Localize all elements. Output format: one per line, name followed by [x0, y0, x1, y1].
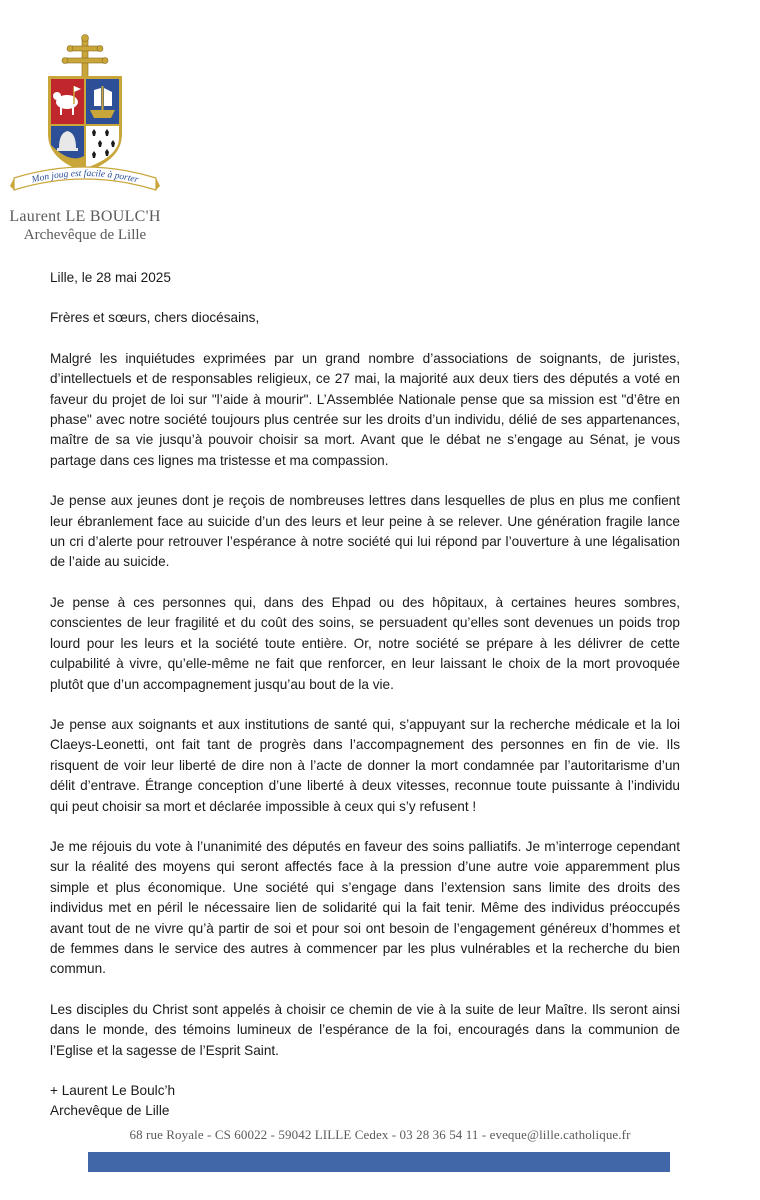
paragraph: Je pense à ces personnes qui, dans des Ehpad ou des hôpitaux, à certaines heures sombres, conscientes de leur fragilité et du coût des soins, se persuadent qu’elles sont devenues un poids trop lourd pour les leurs et la société toute entière. Or, notre société se prépare à les délivrer de cette culpabilité à vivre, qu’elle-même ne fait que renforcer, en leur laissant le choix de la mort provoquée plutôt que d’un accompagnement jusqu’au bout de la vie.	[50, 594, 680, 692]
coat-of-arms	[10, 30, 160, 200]
paragraph: Les disciples du Christ sont appelés à choisir ce chemin de vie à la suite de leur Maître. Ils seront ainsi dans le monde, des témoins lumineux de l’espérance de la foi, encouragés dans la communion de l’Eglise et la sagesse de l’Esprit Saint.	[50, 1001, 680, 1058]
footer-bar	[88, 1152, 670, 1172]
paragraph: Malgré les inquiétudes exprimées par un grand nombre d’associations de soignants, de juristes, d’intellectuels et de responsables religieux, ce 27 mai, la majorité aux deux tiers des députés a voté en faveur du projet de loi sur "l’aide à mourir". L’Assemblée Nationale pense que sa mission est "d’être en phase" avec notre société toujours plus centrée sur les droits d’un individu, délié de ses appartenances, maître de sa vie jusqu’à pouvoir choisir sa mort. Avant que le débat ne s’engage au Sénat, je vous partage dans ces lignes ma tristesse et ma compassion.	[50, 350, 680, 468]
paragraph: Je pense aux jeunes dont je reçois de nombreuses lettres dans lesquelles de plus en plus me confient leur ébranlement face au suicide d’un des leurs et leur peine à se relever. Une génération fragile lance un cri d’alerte pour retrouver l’espérance à notre société qui lui répond par l’ouverture à une légalisation de l’aide au suicide.	[50, 493, 680, 570]
paragraph: Je pense aux soignants et aux institutions de santé qui, s’appuyant sur la recherche médicale et la loi Claeys-Leonetti, ont fait tant de progrès dans l’accompagnement des personnes en fin de vie. Ils risquent de voir leur liberté de dire non à l’acte de donner la mort condamnée par l’autoritarisme d’un délit d’entrave. Étrange conception d’une liberté à deux vitesses, reconnue toute puissante à l’individu qui peut choisir sa mort et déclarée impossible à ceux qui s’y refusent !	[50, 716, 680, 814]
letter-body	[50, 268, 680, 1122]
place-date: Lille, le 28 mai 2025	[50, 270, 171, 285]
signature-title: Archevêque de Lille	[50, 1103, 170, 1119]
paragraph: Je me réjouis du vote à l’unanimité des députés en faveur des soins palliatifs. Je m’interroge cependant sur la réalité des moyens qui seront affectés face à la pression d’une autre voie apparemment plus simple et plus économique. Une société qui s’engage dans l’extension sans limite des droits des individus met en péril le nécessaire lien de solidarité qui la fait tenir. Même des individus préoccupés avant tout de ne vivre qu’à partir de soi et pour soi ont besoin de l’engagement généreux d’hommes et de femmes dans le service des autres à commencer par les plus vulnérables et la recherche du bien commun.	[50, 838, 680, 977]
crest-motto: Mon joug est facile à porter	[30, 168, 140, 186]
letterhead-author	[0, 208, 170, 244]
author-title: Archevêque de Lille	[23, 227, 147, 243]
footer-address: 68 rue Royale - CS 60022 - 59042 LILLE Cedex - 03 28 36 54 11 - eveque@lille.catholique.fr	[129, 1127, 631, 1142]
author-name: Laurent LE BOULC'H	[9, 208, 161, 225]
salutation: Frères et sœurs, chers diocésains,	[50, 310, 260, 326]
signature-name: + Laurent Le Boulc’h	[50, 1083, 176, 1098]
